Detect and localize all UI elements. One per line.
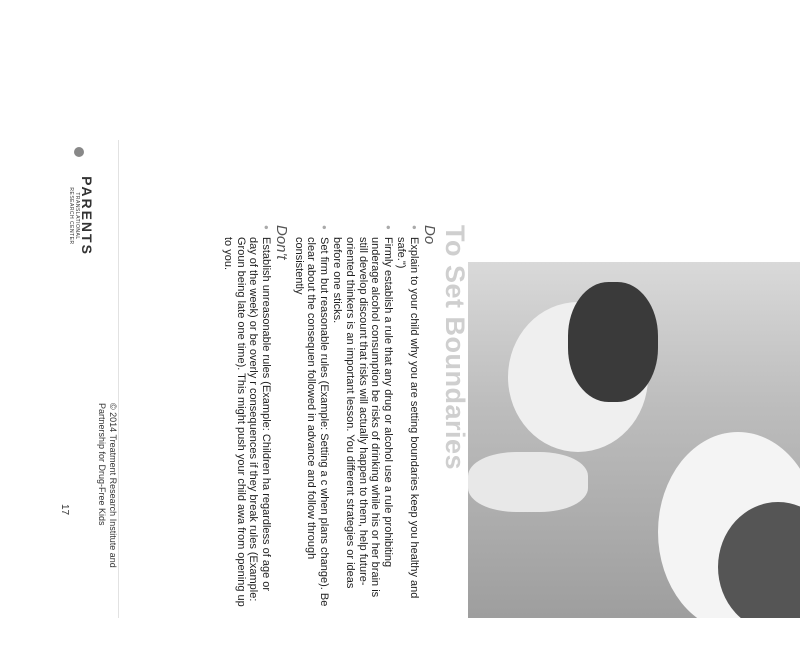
logo-subtitle-2: RESEARCH CENTER <box>68 187 74 245</box>
list-item: ● Set firm but reasonable rules (Example: Setting a c when plans change). Be clear about the consequen followed in advance and follow through consistently <box>292 225 330 610</box>
logo-name: PARENTS <box>79 176 95 256</box>
page-number: 17 <box>59 504 70 516</box>
dont-heading: Don't <box>273 225 291 260</box>
logo-subtitle-1: TRANSLATIONAL <box>74 192 80 240</box>
do-list <box>292 225 420 610</box>
footer-line-2: Partnership for Drug-Free Kids <box>97 403 107 526</box>
page-edge <box>118 140 119 618</box>
photo-parent-child <box>468 262 800 618</box>
list-item: ● Explain to your child why you are setting boundaries keep you healthy and safe.") <box>395 225 420 610</box>
footer-line-1: © 2014 Treatment Research Institute and <box>108 403 118 568</box>
list-item: ● Establish unreasonable rules (Example: Children ha regardless of age or day of the week) or be overly r consequences if they break rules (Example: Groun being late one time). This might push your child awa from opening up to you. <box>222 225 272 610</box>
list-item: ● Firmly establish a rule that any drug or alcohol use a rule prohibiting underage alcohol consumption be risks of drinking while his or her brain is still develop discount that risks will actually happen to them, help future-oriented thinkers is an important lesson. You different strategies or ideas before one sticks. <box>331 225 394 610</box>
parents-logo <box>68 146 94 286</box>
section-heading: To Set Boundaries <box>440 225 470 471</box>
dont-list <box>222 225 272 610</box>
do-heading: Do <box>421 225 438 245</box>
copyright-footer <box>96 403 118 663</box>
boundaries-text-column <box>140 225 470 610</box>
